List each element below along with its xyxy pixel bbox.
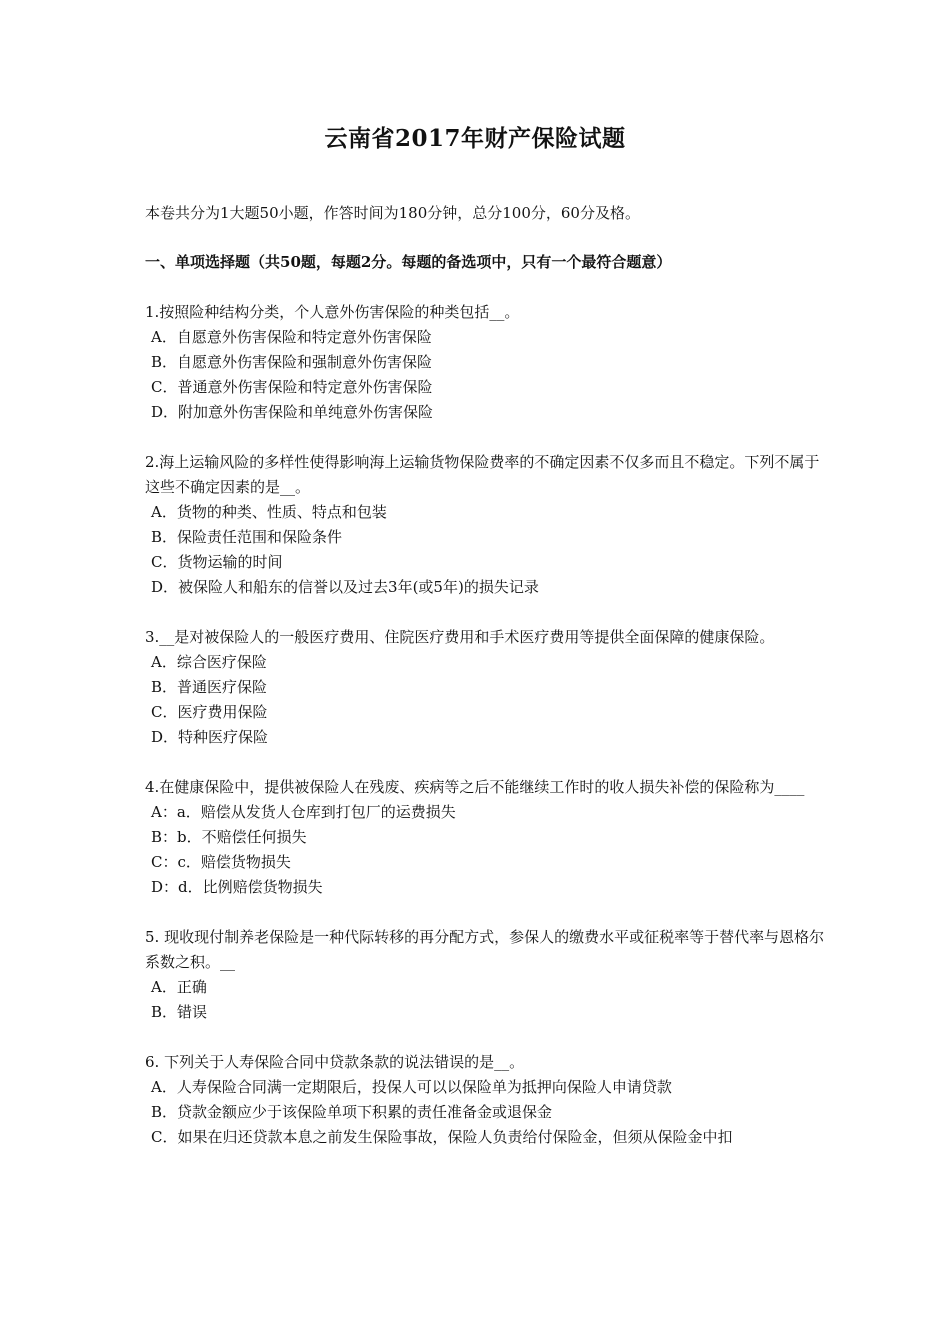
exam-intro: 本卷共分为1大题50小题，作答时间为180分钟，总分100分，60分及格。: [145, 204, 640, 222]
question-list: [145, 300, 825, 1175]
question-1: [145, 300, 825, 425]
option-b: B．错误: [151, 1003, 208, 1021]
option-a: A．综合医疗保险: [151, 653, 267, 671]
option-a: A．货物的种类、性质、特点和包装: [151, 503, 387, 521]
section-heading: 一、单项选择题（共50题，每题2分。每题的备选项中，只有一个最符合题意）: [145, 253, 672, 271]
option-d: D：d．比例赔偿货物损失: [151, 878, 323, 896]
question-stem: 3.__是对被保险人的一般医疗费用、住院医疗费用和手术医疗费用等提供全面保障的健康保险。: [145, 628, 775, 646]
question-stem: 5. 现收现付制养老保险是一种代际转移的再分配方式，参保人的缴费水平或征税率等于替代率与恩格尔系数之积。__: [145, 928, 825, 971]
option-c: C．医疗费用保险: [151, 703, 268, 721]
question-stem: 4.在健康保险中，提供被保险人在残废、疾病等之后不能继续工作时的收人损失补偿的保险称为____: [145, 778, 805, 796]
question-6: [145, 1050, 825, 1150]
question-3: [145, 625, 825, 750]
option-c: C．货物运输的时间: [151, 553, 283, 571]
option-a: A．正确: [151, 978, 207, 996]
option-b: B．贷款金额应少于该保险单项下积累的责任准备金或退保金: [151, 1103, 553, 1121]
question-stem: 1.按照险种结构分类，个人意外伤害保险的种类包括__。: [145, 303, 520, 321]
option-d: D．被保险人和船东的信誉以及过去3年(或5年)的损失记录: [151, 578, 539, 596]
option-b: B．普通医疗保险: [151, 678, 268, 696]
question-stem: 2.海上运输风险的多样性使得影响海上运输货物保险费率的不确定因素不仅多而且不稳定。下列不属于这些不确定因素的是__。: [145, 453, 820, 496]
option-c: C：c．赔偿货物损失: [151, 853, 291, 871]
option-c: C．如果在归还贷款本息之前发生保险事故，保险人负责给付保险金，但须从保险金中扣: [151, 1128, 733, 1146]
option-b: B：b．不赔偿任何损失: [151, 828, 307, 846]
option-c: C．普通意外伤害保险和特定意外伤害保险: [151, 378, 433, 396]
document-title: 云南省2017年财产保险试题: [324, 125, 626, 152]
question-5: [145, 925, 825, 1025]
option-b: B．保险责任范围和保险条件: [151, 528, 343, 546]
option-d: D．特种医疗保险: [151, 728, 269, 746]
option-a: A：a．赔偿从发货人仓库到打包厂的运费损失: [151, 803, 456, 821]
question-2: [145, 450, 825, 600]
option-d: D．附加意外伤害保险和单纯意外伤害保险: [151, 403, 434, 421]
question-4: [145, 775, 825, 900]
question-stem: 6. 下列关于人寿保险合同中贷款条款的说法错误的是__。: [145, 1053, 525, 1071]
option-a: A．人寿保险合同满一定期限后，投保人可以以保险单为抵押向保险人申请贷款: [151, 1078, 672, 1096]
option-b: B．自愿意外伤害保险和强制意外伤害保险: [151, 353, 433, 371]
option-a: A．自愿意外伤害保险和特定意外伤害保险: [151, 328, 432, 346]
